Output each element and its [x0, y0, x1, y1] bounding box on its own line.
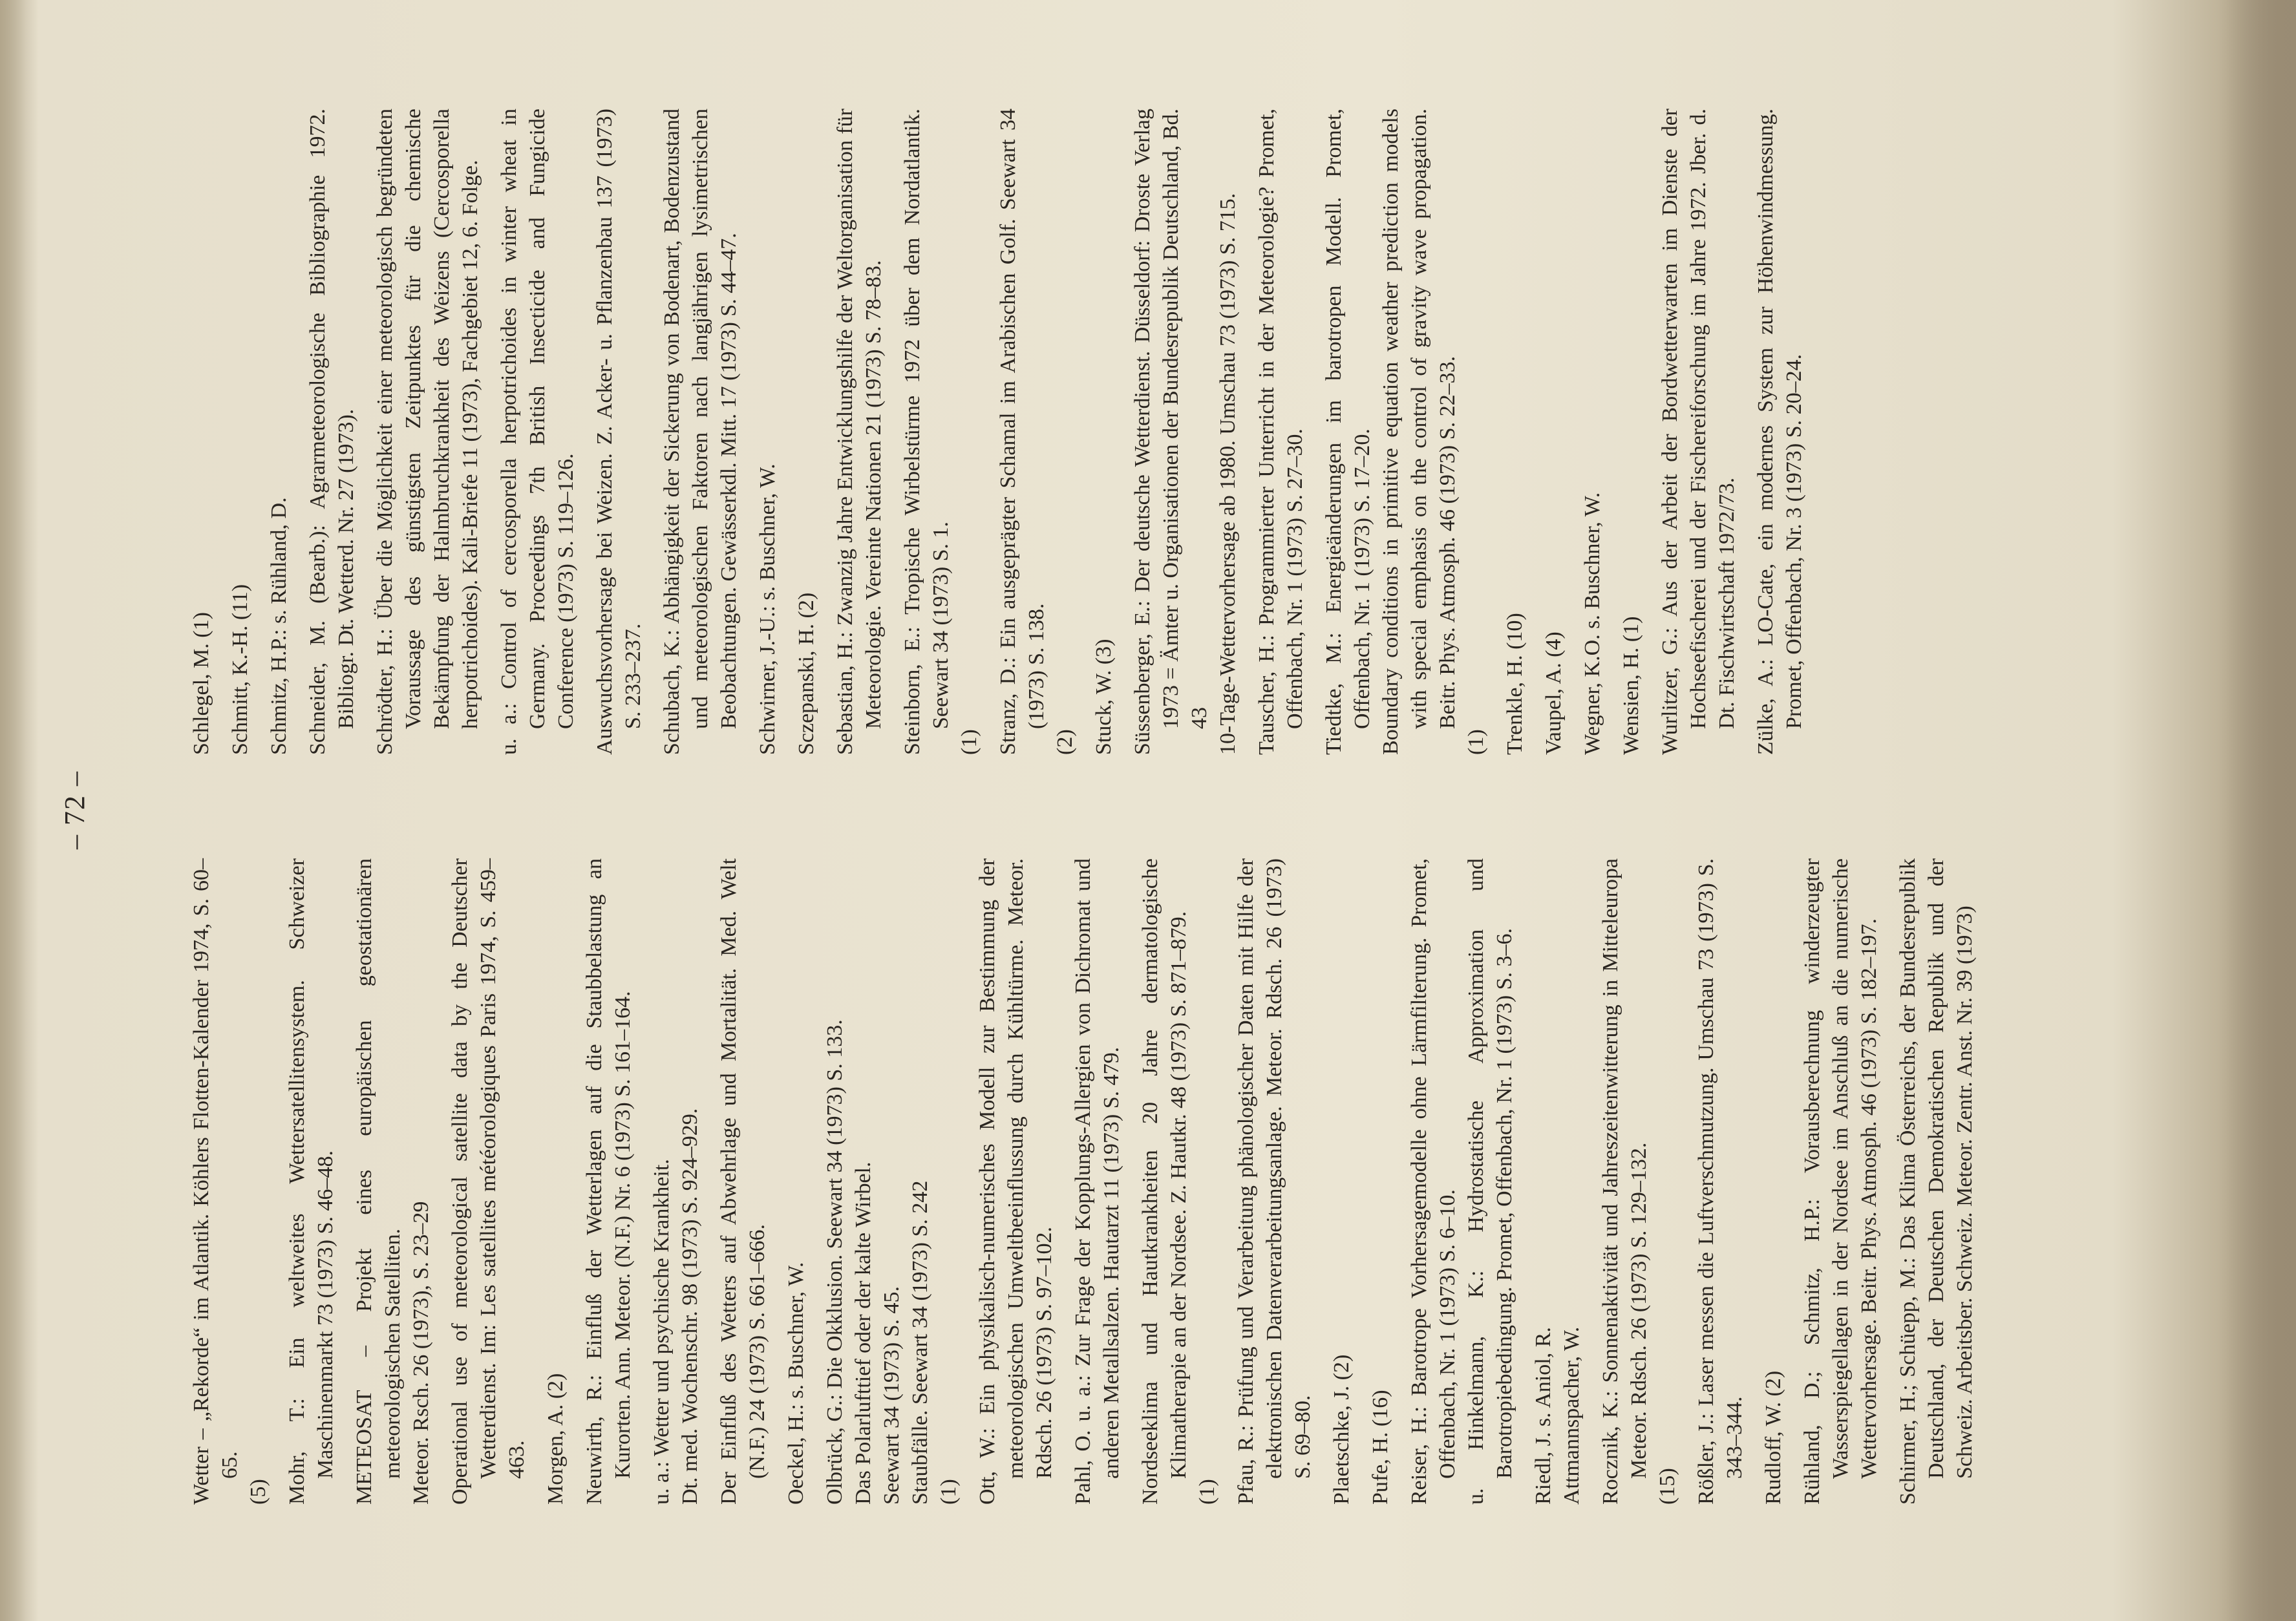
entry-line: 10-Tage-Wettervorhersage ab 1980. Umschau 73 (1973) S. 715. — [1216, 193, 1240, 755]
entry-line: Auswuchsvorhersage bei Weizen. Z. Acker- u. Pflanzenbau 137 (1973) S. 233–237. — [593, 109, 645, 755]
entry-line: Operational use of meteorological satellite data by the Deutscher Wetterdienst. Im: Les satellites météorologiques Paris 1974, S. 459–463. — [448, 858, 529, 1505]
bibliography-entry — [1578, 109, 1607, 755]
entry-line: (2) — [1053, 729, 1077, 755]
bibliography-entry — [831, 109, 888, 755]
bibliography-entry — [1090, 109, 1118, 755]
entry-line: (1) — [937, 1479, 961, 1505]
entry-line: Trenkle, H. (10) — [1503, 613, 1527, 755]
bibliography-entry — [1752, 109, 1809, 755]
bibliography-entry — [580, 858, 637, 1505]
bibliography-entry — [1529, 858, 1586, 1505]
bibliography-entry — [715, 858, 772, 1505]
entry-line: Schmitz, H.P.: s. Rühland, D. — [267, 497, 291, 755]
bibliography-entry — [495, 109, 580, 755]
bibliography-entry — [350, 858, 436, 1505]
entry-line: Olbrück, G.: Die Okklusion. Seewart 34 (1973) S. 133. — [823, 1019, 847, 1505]
entry-line: METEOSAT – Projekt eines europäischen geostationären meteorologischen Satelliten. — [352, 858, 405, 1505]
entry-line: Pahl, O. u. a.: Zur Frage der Kopplungs-Allergien von Dichromat und anderen Metallsalzen. Hautarzt 11 (1973) S. 479. — [1071, 858, 1123, 1505]
entry-line: Rudloff, W. (2) — [1761, 1370, 1785, 1505]
bibliography-entry — [1617, 109, 1646, 755]
entry-line: Schrödter, H.: Über die Möglichkeit einer meteorologisch begründeten Voraussage des günstigsten Zeitpunktes für die chemische Bekämpfung der Halmbruchkrankheit des Weizens (Cercosporella herpotrichoides). Kali-Briefe 11 (1973), Fachgebiet 12, 6. Folge. — [373, 109, 482, 755]
bibliography-entry — [1692, 858, 1749, 1505]
entry-line: (5) — [246, 1479, 270, 1505]
page-number: – 72 – — [59, 770, 90, 849]
entry-line: Süssenberger, E.: Der deutsche Wetterdienst. Düsseldorf: Droste Verlag 1973 = Ämter u. Organisationen der Bundesrepublik Deutschland, Bd. 43 — [1131, 109, 1211, 755]
bibliography-entry — [973, 858, 1059, 1505]
left-column — [187, 858, 1990, 1505]
entry-line: Vaupel, A. (4) — [1542, 631, 1566, 755]
entry-line: Pufe, H. (16) — [1368, 1390, 1392, 1505]
bibliography-entry — [371, 109, 485, 755]
entry-line: Schneider, M. (Bearb.): Agrarmeteorologische Bibliographie 1972. Bibliogr. Dt. Wetterd. Nr. 27 (1973). — [306, 109, 358, 755]
entry-line: (1) — [1195, 1479, 1219, 1505]
entry-line: Staubfälle. Seewart 34 (1973) S. 242 — [908, 1180, 932, 1505]
bibliography-entry — [265, 109, 293, 755]
bibliography-entry — [1232, 858, 1317, 1505]
entry-line: Wensien, H. (1) — [1619, 616, 1643, 755]
entry-line: Schubach, K.: Abhängigkeit der Sickerung von Bodenart, Bodenzustand und meteorologischen Faktoren nach langjährigen lysimetrischen Beobachtungen. Gewässerkdl. Mitt. 17 (1973) S. 44–47. — [660, 109, 741, 755]
bibliography-entry — [304, 109, 361, 755]
entry-line: Tiedtke, M.: Energieänderungen im barotropen Modell. Promet, Offenbach, Nr. 1 (1973) S. 17–20. — [1322, 109, 1374, 755]
bibliography-entry — [1320, 109, 1491, 755]
bibliography-entry — [1136, 858, 1222, 1505]
bibliography-entry — [591, 109, 648, 755]
bibliography-entry — [1069, 858, 1126, 1505]
bibliography-entry — [1366, 858, 1395, 1505]
bibliography-entry — [1253, 109, 1310, 755]
entry-line: Der Einfluß des Wetters auf Abwehrlage und Mortalität. Med. Welt (N.F.) 24 (1973) S. 661–666. — [717, 858, 769, 1505]
bibliography-entry — [782, 858, 811, 1505]
bibliography-entry — [1129, 109, 1242, 755]
bibliography-entry — [1328, 858, 1356, 1505]
entry-line: Rühland, D.; Schmitz, H.P.: Vorausberechnung winderzeugter Wasserspiegellagen in der Nordsee im Anschluß an die numerische Wettervorhersage. Beitr. Phys. Atmosph. 46 (1973) S. 182–197. — [1800, 858, 1881, 1505]
bibliography-entry — [648, 858, 705, 1505]
entry-line: Reiser, H.: Barotrope Vorhersagemodelle ohne Lärmfilterung. Promet, Offenbach, Nr. 1 (1973) S. 6–10. — [1407, 858, 1460, 1505]
entry-line: Attmannspacher, W. — [1560, 1326, 1584, 1505]
entry-line: Tauscher, H.: Programmierter Unterricht in der Meteorologie? Promet, Offenbach, Nr. 1 (1973) S. 27–30. — [1255, 109, 1307, 755]
entry-line: Dt. med. Wochenschr. 98 (1973) S. 924–929. — [678, 1108, 702, 1505]
bibliography-entry — [226, 109, 255, 755]
entry-line: Wetter – „Rekorde“ im Atlantik. Köhlers Flotten-Kalender 1974, S. 60–65. — [189, 858, 242, 1505]
bibliography-entry — [187, 109, 216, 755]
bibliography-entry — [898, 109, 984, 755]
bibliography-entry — [542, 858, 570, 1505]
entry-line: Pfau, R.: Prüfung und Verarbeitung phänologischer Daten mit Hilfe der elektronischen Datenverarbeitungsanlage. Meteor. Rdsch. 26 (1973) S. 69–80. — [1234, 858, 1315, 1505]
bibliography-entry — [1798, 858, 1884, 1505]
bibliography-entry — [994, 109, 1079, 755]
entry-line: Morgen, A. (2) — [544, 1373, 568, 1505]
bibliography-entry — [754, 109, 782, 755]
entry-line: u. Hinkelmann, K.: Hydrostatische Approximation und Barotropiebedingung. Promet, Offenbach, Nr. 1 (1973) S. 3–6. — [1464, 858, 1516, 1505]
entry-line: Rößler, J.: Laser messen die Luftverschmutzung. Umschau 73 (1973) S. 343–344. — [1694, 858, 1747, 1505]
entry-line: Boundary conditions in primitive equation weather prediction models with special emphasis on the control of gravity wave propagation. Beitr. Phys. Atmosph. 46 (1973) S. 22–33. — [1379, 109, 1460, 755]
entry-line: Riedl, J. s. Aniol, R. — [1531, 1327, 1555, 1505]
bibliography-entry — [1656, 109, 1741, 755]
entry-line: Oeckel, H.: s. Buschner, W. — [784, 1262, 808, 1505]
bibliography-entry — [1501, 109, 1529, 755]
bibliography-entry — [1405, 858, 1519, 1505]
entry-line: Schmitt, K.-H. (11) — [228, 584, 252, 755]
entry-line: Neuwirth, R.: Einfluß der Wetterlagen auf die Staubbelastung an Kurorten. Ann. Meteor. (N.F.) Nr. 6 (1973) S. 161–164. — [582, 858, 635, 1505]
bibliography-entry — [821, 858, 963, 1505]
bibliography-entry — [1759, 858, 1788, 1505]
bibliography-entry — [283, 858, 340, 1505]
entry-line: Steinborn, E.: Tropische Wirbelstürme 1972 über dem Nordatlantik. Seewart 34 (1973) S. 1. — [900, 109, 953, 755]
entry-line: u. a.: Wetter und psychische Krankheit. — [650, 1159, 674, 1505]
entry-line: Nordseeklima und Hautkrankheiten 20 Jahre dermatologische Klimatherapie an der Nordsee. Z. Hautkr. 48 (1973) S. 871–879. — [1138, 858, 1191, 1505]
entry-line: Schirmer, H.; Schüepp, M.: Das Klima Österreichs, der Bundesrepublik Deutschland, der Deutschen Demokratischen Republik und der Schweiz. Arbeitsber. Schweiz. Meteor. Zentr. Anst. Nr. 39 (1973) — [1896, 858, 1977, 1505]
bibliography-entry — [1894, 858, 1979, 1505]
entry-line: u. a.: Control of cercosporella herpotrichoides in winter wheat in Germany. Proceedings 7th British Insecticide and Fungicide Conference (1973) S. 119–126. — [497, 109, 578, 755]
bibliography-entry — [792, 109, 821, 755]
entry-line: Stuck, W. (3) — [1092, 639, 1116, 755]
entry-line: Wegner, K.O. s. Buschner, W. — [1580, 492, 1604, 755]
entry-line: Sebastian, H.: Zwanzig Jahre Entwicklungshilfe der Weltorganisation für Meteorologie. Vereinte Nationen 21 (1973) S. 78–83. — [833, 109, 886, 755]
entry-line: (15) — [1655, 1468, 1679, 1505]
entry-line: Stranz, D.: Ein ausgeprägter Schamal im Arabischen Golf. Seewart 34 (1973) S. 138. — [996, 109, 1048, 755]
bibliography-entry — [446, 858, 531, 1505]
entry-line: Ott, W.: Ein physikalisch-numerisches Modell zur Bestimmung der meteorologischen Umweltbeeinflussung durch Kühltürme. Meteor. Rdsch. 26 (1973) S. 97–102. — [975, 858, 1056, 1505]
entry-line: Wurlitzer, G.: Aus der Arbeit der Bordwetterwarten im Dienste der Hochseefischerei und der Fischereiforschung im Jahre 1972. Jber. d. Dt. Fischwirtschaft 1972/73. — [1658, 109, 1739, 755]
bibliography-entry — [187, 858, 273, 1505]
entry-line: Schwirner, J.-U.: s. Buschner, W. — [756, 463, 780, 755]
entry-line: (1) — [1464, 729, 1488, 755]
entry-line: Schlegel, M. (1) — [189, 612, 213, 755]
entry-line: Rocznik, K.: Sonnenaktivität und Jahreszeitenwitterung in Mitteleuropa Meteor. Rdsch. 26 (1973) S. 129–132. — [1599, 858, 1651, 1505]
entry-line: (1) — [957, 729, 981, 755]
bibliography-entry — [1540, 109, 1568, 755]
entry-line: Meteor. Rsch. 26 (1973), S. 23–29 — [409, 1201, 433, 1505]
bibliography-entry — [658, 109, 743, 755]
bibliography-entry — [1597, 858, 1682, 1505]
entry-line: Plaetschke, J. (2) — [1330, 1354, 1354, 1505]
entry-line: Das Polarlufttief oder der kalte Wirbel. — [851, 1161, 875, 1505]
entry-line: Mohr, T.: Ein weltweites Wettersatellitensystem. Schweizer Maschinenmarkt 73 (1973) S. 46–48. — [285, 858, 337, 1505]
right-column — [187, 109, 1819, 755]
entry-line: Zülke, A.: LO-Cate, ein modernes System zur Höhenwindmessung. Promet, Offenbach, Nr. 3 (1973) S. 20–24. — [1754, 109, 1806, 755]
entry-line: Sczepanski, H. (2) — [794, 592, 818, 755]
entry-line: Seewart 34 (1973) S. 45. — [880, 1286, 904, 1505]
